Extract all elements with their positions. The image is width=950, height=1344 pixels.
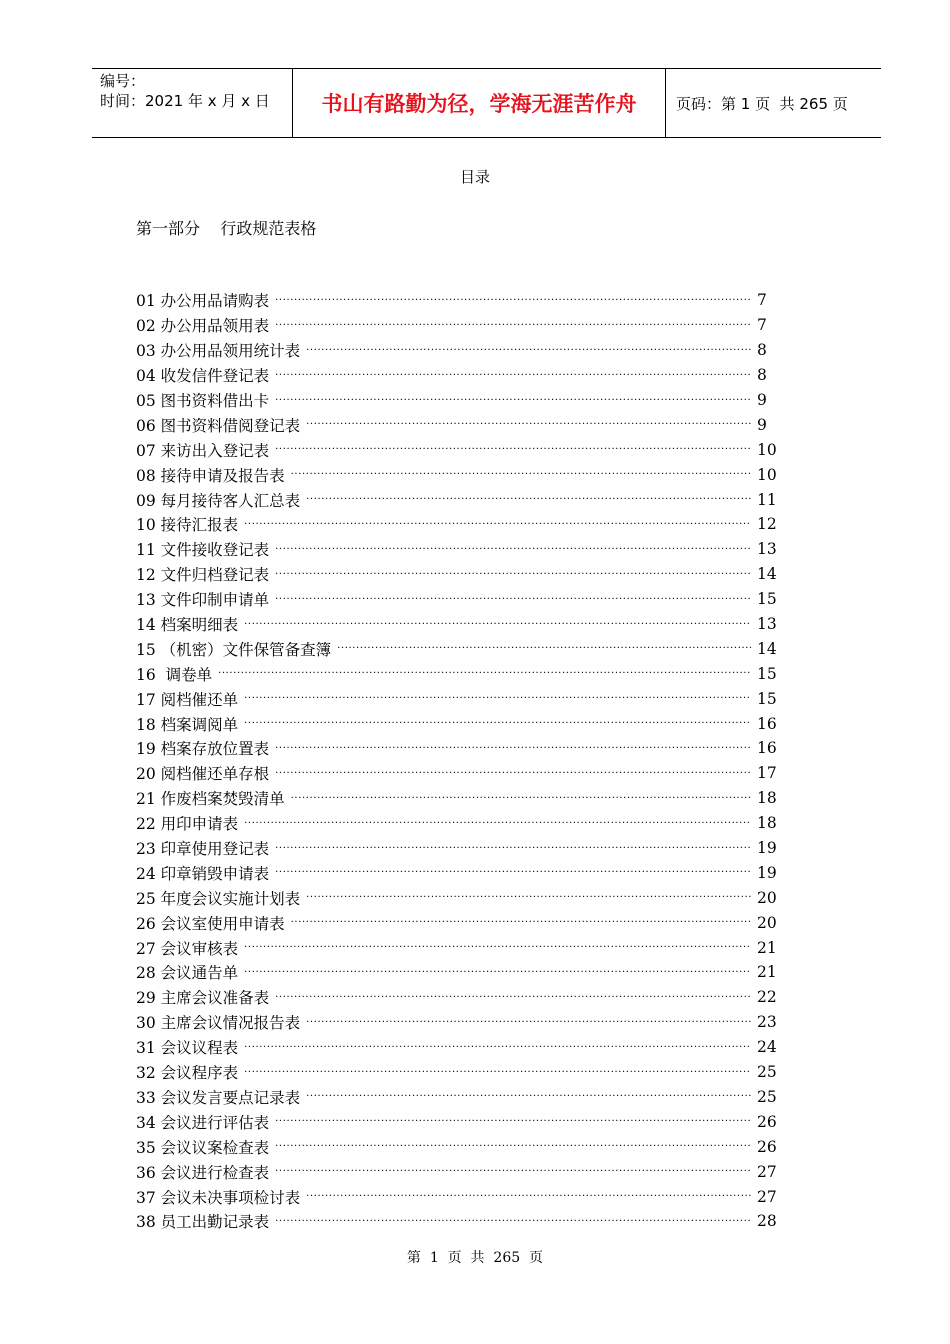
toc-leader-dots	[275, 992, 751, 1003]
toc-entry-label: 04 收发信件登记表	[136, 367, 270, 386]
toc-entry[interactable]	[136, 711, 781, 736]
toc-entry-page: 15	[757, 590, 777, 609]
document-title: 目录	[459, 168, 490, 186]
toc-entry-page: 20	[757, 888, 777, 907]
toc-entry-label: 35 会议议案检查表	[136, 1138, 270, 1157]
toc-entry-page: 21	[757, 938, 777, 957]
toc-entry[interactable]	[136, 388, 781, 413]
toc-entry[interactable]	[136, 836, 781, 861]
toc-entry-label: 37 会议未决事项检讨表	[136, 1188, 301, 1207]
toc-entry-label: 30 主席会议情况报告表	[136, 1014, 301, 1033]
toc-entry-label: 12 文件归档登记表	[136, 566, 270, 585]
toc-entry-page: 19	[757, 839, 777, 858]
toc-entry-page: 16	[757, 714, 777, 733]
toc-entry-label: 24 印章销毁申请表	[136, 864, 270, 883]
toc-leader-dots	[244, 1067, 751, 1078]
toc-entry-label: 02 办公用品领用表	[136, 317, 270, 336]
toc-entry[interactable]	[136, 910, 781, 935]
toc-entry-page: 8	[757, 341, 767, 360]
header-time-label: 时间：2021 年 x 月 x 日	[100, 92, 270, 110]
toc-leader-dots	[306, 345, 751, 356]
toc-entry-page: 15	[757, 664, 777, 683]
toc-leader-dots	[306, 419, 751, 430]
toc-leader-dots	[244, 1042, 751, 1053]
toc-entry-label: 38 员工出勤记录表	[136, 1213, 270, 1232]
toc-leader-dots	[275, 594, 751, 605]
toc-entry-label: 26 会议室使用申请表	[136, 914, 285, 933]
toc-entry[interactable]	[136, 288, 781, 313]
toc-leader-dots	[306, 494, 751, 505]
header-number-label: 编号：	[100, 72, 146, 90]
toc-entry[interactable]	[136, 935, 781, 960]
toc-entry-label: 21 作废档案焚毁清单	[136, 790, 285, 809]
toc-entry-page: 10	[757, 440, 777, 459]
toc-entry[interactable]	[136, 686, 781, 711]
toc-entry-label: 16 调卷单	[136, 665, 213, 684]
toc-entry-label: 27 会议审核表	[136, 939, 239, 958]
toc-entry-page: 9	[757, 391, 767, 409]
toc-entry[interactable]	[136, 1035, 781, 1060]
toc-leader-dots	[306, 1091, 751, 1102]
toc-leader-dots	[275, 1166, 751, 1177]
toc-entry-page: 18	[757, 789, 777, 808]
toc-leader-dots	[291, 917, 751, 928]
toc-leader-dots	[218, 668, 751, 679]
toc-entry-page: 14	[757, 639, 777, 658]
toc-entry-label: 17 阅档催还单	[136, 690, 239, 709]
toc-entry-page: 20	[757, 913, 777, 932]
toc-entry[interactable]	[136, 1184, 781, 1209]
page-footer: 第 1 页 共 265 页	[406, 1250, 544, 1266]
toc-entry[interactable]	[136, 487, 781, 512]
toc-entry-label: 07 来访出入登记表	[136, 441, 270, 460]
toc-leader-dots	[244, 519, 751, 530]
toc-entry-page: 13	[757, 540, 777, 559]
toc-entry-page: 7	[757, 316, 767, 335]
toc-entry-label: 23 印章使用登记表	[136, 840, 270, 859]
toc-entry-label: 29 主席会议准备表	[136, 989, 270, 1008]
section-title: 第一部分 行政规范表格	[136, 219, 317, 238]
toc-entry-label: 19 档案存放位置表	[136, 740, 270, 759]
toc-leader-dots	[275, 569, 751, 580]
toc-entry-label: 08 接待申请及报告表	[136, 466, 285, 485]
header-page-info-cell	[666, 69, 881, 137]
header-meta	[92, 69, 293, 137]
toc-entry[interactable]	[136, 960, 781, 985]
toc-leader-dots	[275, 320, 751, 331]
toc-entry-page: 28	[757, 1212, 777, 1231]
toc-leader-dots	[275, 1216, 751, 1227]
toc-entry-page: 26	[757, 1112, 777, 1131]
toc-entry[interactable]	[136, 462, 781, 487]
toc-leader-dots	[306, 892, 751, 903]
toc-entry[interactable]	[136, 537, 781, 562]
toc-entry-page: 23	[757, 1013, 777, 1032]
toc-entry-label: 10 接待汇报表	[136, 516, 239, 535]
toc-entry[interactable]	[136, 587, 781, 612]
toc-entry[interactable]	[136, 736, 781, 761]
toc-entry-page: 21	[757, 963, 777, 982]
toc-entry-label: 20 阅档催还单存根	[136, 765, 270, 784]
toc-leader-dots	[275, 295, 751, 306]
toc-leader-dots	[244, 818, 751, 829]
toc-entry-page: 11	[757, 490, 777, 509]
toc-entry[interactable]	[136, 636, 781, 661]
toc-entry[interactable]	[136, 363, 781, 388]
toc-entry[interactable]	[136, 512, 781, 537]
toc-entry[interactable]	[136, 612, 781, 637]
toc-entry-label: 05 图书资料借出卡	[136, 392, 270, 410]
toc-entry[interactable]	[136, 885, 781, 910]
toc-entry-page: 9	[757, 415, 767, 434]
toc-entry-page: 16	[757, 739, 777, 758]
toc-leader-dots	[244, 619, 751, 630]
toc-entry[interactable]	[136, 1159, 781, 1184]
toc-leader-dots	[275, 395, 751, 406]
toc-entry[interactable]	[136, 1085, 781, 1110]
toc-leader-dots	[291, 469, 751, 480]
toc-entry[interactable]	[136, 412, 781, 437]
toc-leader-dots	[275, 768, 751, 779]
toc-entry-label: 09 每月接待客人汇总表	[136, 491, 301, 510]
toc-entry-page: 8	[757, 366, 767, 385]
toc-entry-label: 28 会议通告单	[136, 964, 239, 983]
toc-entry-label: 18 档案调阅单	[136, 715, 239, 734]
table-of-contents	[136, 288, 781, 1234]
toc-entry-label: 13 文件印制申请单	[136, 591, 270, 610]
toc-leader-dots	[275, 1116, 751, 1127]
toc-entry-page: 12	[757, 515, 777, 534]
toc-entry-page: 26	[757, 1137, 777, 1156]
toc-leader-dots	[275, 843, 751, 854]
toc-entry[interactable]	[136, 1134, 781, 1159]
header-motto: 书山有路勤为径，学海无涯苦作舟	[293, 69, 666, 137]
toc-entry[interactable]	[136, 1109, 781, 1134]
toc-leader-dots	[244, 942, 751, 953]
toc-entry-page: 27	[757, 1162, 777, 1181]
header-page-info: 页码：第 1 页 共 265 页	[676, 94, 848, 113]
toc-entry-page: 13	[757, 615, 777, 634]
toc-entry[interactable]	[136, 562, 781, 587]
toc-leader-dots	[337, 643, 751, 654]
toc-leader-dots	[244, 967, 751, 978]
toc-leader-dots	[275, 444, 751, 455]
toc-leader-dots	[306, 1017, 751, 1028]
toc-entry[interactable]	[136, 985, 781, 1010]
toc-leader-dots	[244, 718, 751, 729]
toc-leader-dots	[275, 743, 751, 754]
toc-entry[interactable]	[136, 338, 781, 363]
toc-entry-label: 06 图书资料借阅登记表	[136, 416, 301, 435]
toc-leader-dots	[275, 544, 751, 555]
toc-leader-dots	[275, 867, 751, 878]
toc-entry[interactable]	[136, 786, 781, 811]
toc-entry-page: 18	[757, 814, 777, 833]
toc-entry-label: 11 文件接收登记表	[136, 541, 270, 560]
toc-leader-dots	[306, 1191, 751, 1202]
toc-entry-page: 22	[757, 988, 777, 1007]
toc-entry-label: 14 档案明细表	[136, 616, 239, 635]
toc-leader-dots	[275, 1141, 751, 1152]
toc-leader-dots	[275, 370, 751, 381]
toc-entry-page: 19	[757, 863, 777, 882]
page-header	[92, 68, 881, 138]
toc-entry-label: 22 用印申请表	[136, 815, 239, 834]
toc-entry-page: 27	[757, 1187, 777, 1206]
toc-entry-page: 14	[757, 565, 777, 584]
toc-entry-page: 17	[757, 764, 777, 783]
toc-entry-label: 25 年度会议实施计划表	[136, 889, 301, 908]
toc-leader-dots	[291, 793, 751, 804]
toc-entry-label: 01 办公用品请购表	[136, 292, 270, 311]
toc-entry-label: 36 会议进行检查表	[136, 1163, 270, 1182]
toc-entry-page: 25	[757, 1087, 777, 1106]
toc-entry[interactable]	[136, 313, 781, 338]
toc-entry-label: 32 会议程序表	[136, 1064, 239, 1083]
toc-entry-label: 15 （机密）文件保管备查簿	[136, 640, 332, 659]
toc-leader-dots	[244, 693, 751, 704]
toc-entry-label: 31 会议议程表	[136, 1039, 239, 1058]
toc-entry-label: 03 办公用品领用统计表	[136, 342, 301, 361]
toc-entry-page: 7	[757, 291, 767, 310]
toc-entry[interactable]	[136, 811, 781, 836]
toc-entry-page: 15	[757, 689, 777, 708]
toc-entry[interactable]	[136, 1010, 781, 1035]
toc-entry[interactable]	[136, 860, 781, 885]
toc-entry[interactable]	[136, 437, 781, 462]
toc-entry-label: 33 会议发言要点记录表	[136, 1088, 301, 1107]
toc-entry-page: 24	[757, 1038, 777, 1057]
toc-entry[interactable]	[136, 1060, 781, 1085]
toc-entry-page: 10	[757, 465, 777, 484]
toc-entry[interactable]	[136, 761, 781, 786]
toc-entry-label: 34 会议进行评估表	[136, 1113, 270, 1132]
toc-entry-page: 25	[757, 1063, 777, 1082]
toc-entry[interactable]	[136, 661, 781, 686]
toc-entry[interactable]	[136, 1209, 781, 1234]
